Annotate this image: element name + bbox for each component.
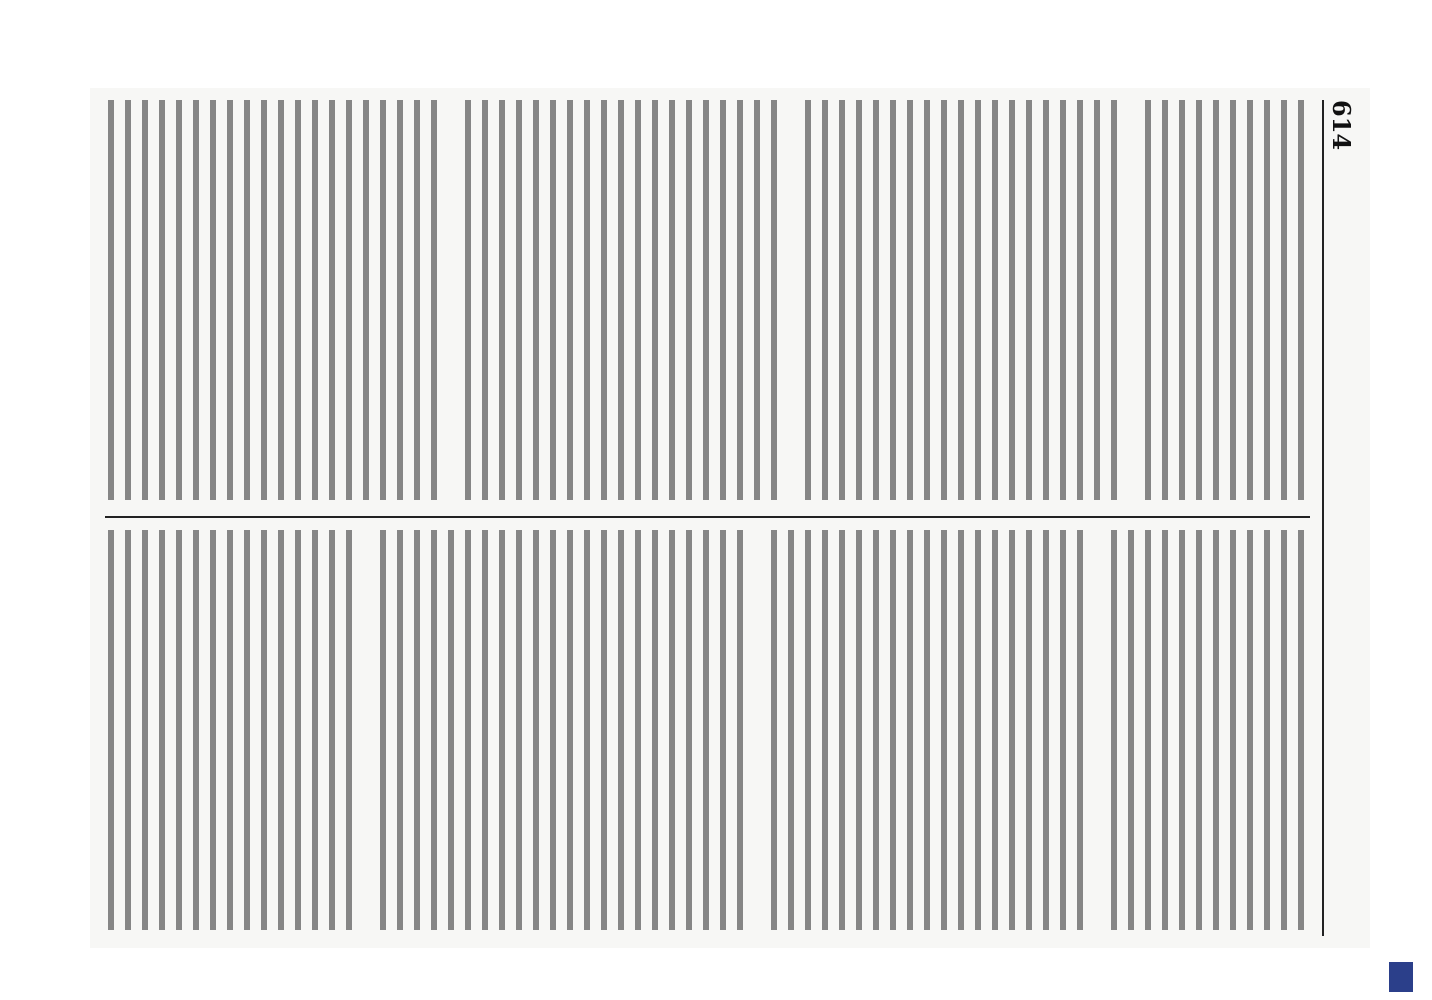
paragraph-gap — [1120, 100, 1140, 500]
text-lines-placeholder — [105, 530, 1310, 930]
paragraph-gap — [353, 530, 375, 930]
page-header — [1322, 100, 1360, 936]
page-number: 614 — [1327, 100, 1356, 151]
right-column — [105, 530, 1310, 930]
column-divider — [105, 516, 1310, 518]
paragraph-gap — [1083, 530, 1105, 930]
paragraph-gap — [750, 530, 770, 930]
paragraph-gap — [781, 100, 805, 500]
funder-logo — [1389, 962, 1413, 992]
scanned-page — [90, 88, 1370, 948]
left-column — [105, 100, 1310, 500]
rotated-content — [90, 88, 1370, 948]
paragraph-gap — [443, 100, 465, 500]
digitization-credit — [1392, 110, 1412, 990]
